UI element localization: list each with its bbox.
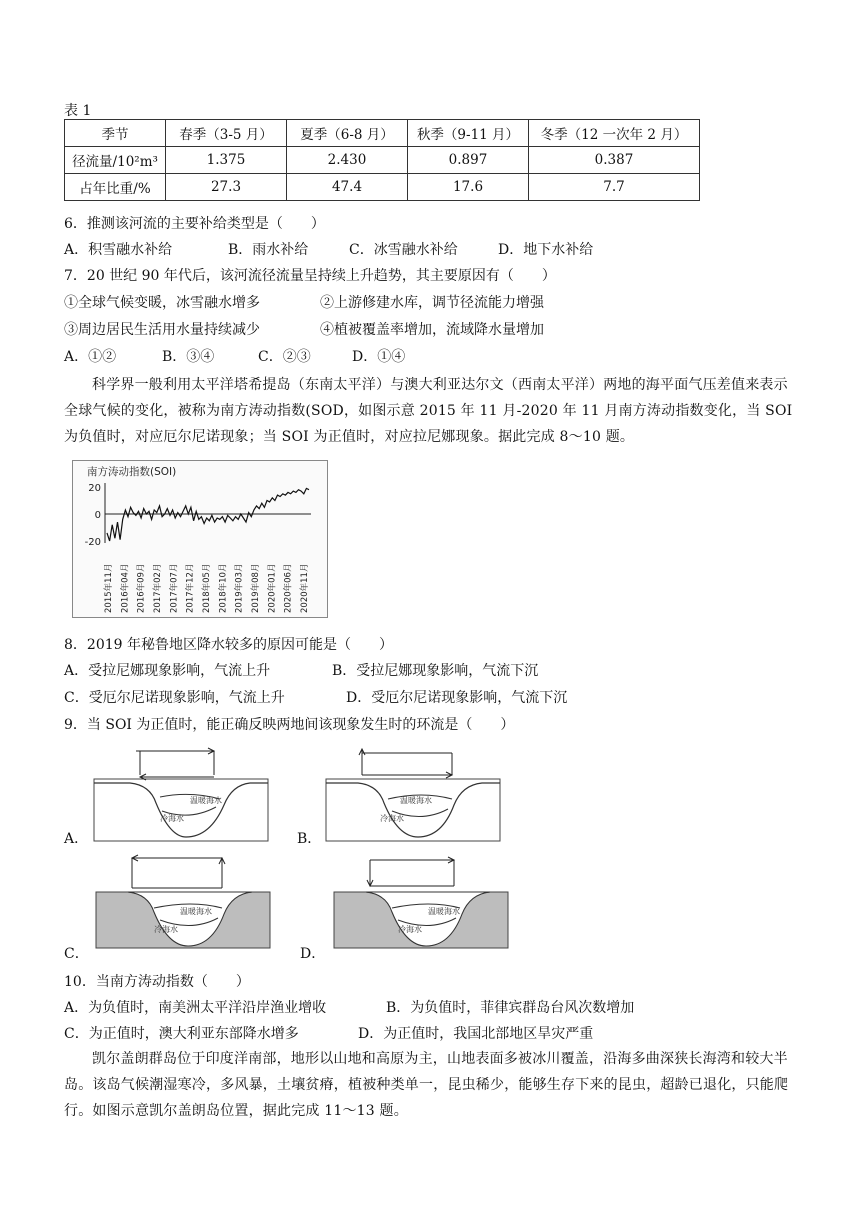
q8-option-b[interactable]: B．受拉尼娜现象影响，气流下沉: [332, 663, 539, 679]
table-header-cell: 冬季（12 一次年 2 月）: [529, 120, 700, 147]
table-cell: 27.3: [166, 174, 287, 201]
table-cell: 17.6: [408, 174, 529, 201]
q7-item-1: ①全球气候变暖，冰雪融水增多: [64, 295, 260, 311]
q6-option-b[interactable]: B．雨水补给: [228, 242, 309, 258]
y-tick-label: -20: [84, 537, 101, 548]
q10-option-c[interactable]: C．为正值时，澳大利亚东部降水增多: [64, 1026, 299, 1042]
x-tick-label: 2019年08月: [251, 563, 261, 613]
q6-stem: 6．推测该河流的主要补给类型是（ ）: [64, 216, 325, 232]
q6-option-a[interactable]: A．积雪融水补给: [64, 242, 173, 258]
q7-option-c[interactable]: C．②③: [258, 349, 311, 365]
cold-water-label: 冷海水: [380, 814, 404, 823]
table-header-cell: 季节: [65, 120, 166, 147]
y-tick-label: 0: [94, 510, 101, 521]
kerguelen-passage: 凯尔盖朗群岛位于印度洋南部，地形以山地和高原为主，山地表面多被冰川覆盖，沿海多曲深狭长海湾和较大半岛。该岛气候潮湿寒冷，多风暴，土壤贫瘠，植被种类单一，昆虫稀少，能够生存下来的昆虫，超龄已退化，只能爬行。如图示意凯尔盖朗岛位置，据此完成 11～13 题。: [64, 1051, 789, 1119]
x-tick-label: 2017年07月: [169, 563, 180, 613]
q7-stem: 7．20 世纪 90 年代后，该河流径流量呈持续上升趋势，其主要原因有（ ）: [64, 268, 556, 284]
circulation-diagram-d: [330, 852, 512, 952]
x-tick-label: 2017年12月: [185, 563, 196, 613]
table-cell: 占年比重/%: [65, 174, 166, 201]
q7-option-d[interactable]: D．①④: [352, 349, 406, 365]
q7-option-b[interactable]: B．③④: [162, 349, 215, 365]
table-cell: 0.387: [529, 147, 700, 174]
cold-water-label: 冷海水: [160, 814, 184, 823]
q10-stem: 10．当南方涛动指数（ ）: [64, 974, 250, 990]
table-row: [65, 174, 700, 201]
q8-option-c[interactable]: C．受厄尔尼诺现象影响，气流上升: [64, 690, 285, 706]
table-cell: 47.4: [287, 174, 408, 201]
q10-option-b[interactable]: B．为负值时，菲律宾群岛台风次数增加: [386, 1000, 635, 1016]
table-row: [65, 147, 700, 174]
warm-water-label: 温暖海水: [180, 907, 212, 916]
soi-chart: [72, 460, 328, 618]
q9-stem: 9．当 SOI 为正值时，能正确反映两地间该现象发生时的环流是（ ）: [64, 717, 515, 733]
x-tick-label: 2016年04月: [120, 563, 131, 613]
circulation-diagram-a: [90, 745, 272, 845]
q8-stem: 8．2019 年秘鲁地区降水较多的原因可能是（ ）: [64, 637, 393, 653]
q8-option-a[interactable]: A．受拉尼娜现象影响，气流上升: [64, 663, 271, 679]
q7-item-3: ③周边居民生活用水量持续减少: [64, 322, 260, 338]
chart-title: 南方涛动指数(SOI): [87, 466, 177, 478]
x-tick-label: 2020年01月: [267, 563, 278, 613]
soi-passage: 科学界一般利用太平洋塔希提岛（东南太平洋）与澳大利亚达尔文（西南太平洋）两地的海平面气压差值来表示全球气候的变化，被称为南方涛动指数(SOD，如图示意 2015 年 11 月-2020 年 11 月南方涛动指数变化，当 SOI 为负值时，对应厄尔尼诺现象；当 SOI 为正值时，对应拉尼娜现象。据此完成 8～10 题。: [64, 377, 793, 445]
x-tick-label: 2018年05月: [202, 563, 212, 613]
cold-water-label: 冷海水: [398, 925, 422, 934]
table-title: 表 1: [64, 103, 92, 119]
table-cell: 1.375: [166, 147, 287, 174]
x-tick-label: 2016年09月: [136, 563, 147, 613]
soi-chart-svg: [73, 461, 327, 617]
circulation-diagram-b: [322, 745, 504, 845]
table-header-cell: 夏季（6-8 月）: [287, 120, 408, 147]
q6-option-c[interactable]: C．冰雪融水补给: [349, 242, 458, 258]
table-cell: 径流量/10²m³: [65, 147, 166, 174]
q7-item-2: ②上游修建水库，调节径流能力增强: [320, 295, 544, 311]
x-tick-label: 2018年10月: [218, 563, 229, 613]
table-cell: 7.7: [529, 174, 700, 201]
q6-option-d[interactable]: D．地下水补给: [498, 242, 594, 258]
y-tick-label: 20: [88, 483, 101, 494]
x-tick-label: 2017年02月: [153, 563, 163, 613]
q10-option-d[interactable]: D．为正值时，我国北部地区旱灾严重: [358, 1026, 594, 1042]
q7-option-a[interactable]: A．①②: [64, 349, 117, 365]
cold-water-label: 冷海水: [154, 925, 178, 934]
table-cell: 0.897: [408, 147, 529, 174]
q9-option-c[interactable]: C．: [64, 946, 89, 962]
table-header-row: [65, 120, 700, 147]
x-tick-label: 2019年03月: [234, 563, 245, 613]
q8-option-d[interactable]: D．受厄尔尼诺现象影响，气流下沉: [346, 690, 568, 706]
q9-option-d[interactable]: D．: [300, 946, 326, 962]
warm-water-label: 温暖海水: [400, 796, 432, 805]
table-header-cell: 秋季（9-11 月）: [408, 120, 529, 147]
q10-option-a[interactable]: A．为负值时，南美洲太平洋沿岸渔业增收: [64, 1000, 327, 1016]
table-cell: 2.430: [287, 147, 408, 174]
soi-series-line: [107, 488, 309, 541]
runoff-table: [64, 119, 700, 201]
x-tick-label: 2020年11月: [300, 563, 310, 613]
q7-item-4: ④植被覆盖率增加，流域降水量增加: [320, 322, 544, 338]
q9-option-b[interactable]: B．: [297, 831, 322, 847]
warm-water-label: 温暖海水: [190, 796, 222, 805]
circulation-diagram-c: [92, 852, 274, 952]
warm-water-label: 温暖海水: [428, 907, 460, 916]
table-header-cell: 春季（3-5 月）: [166, 120, 287, 147]
x-tick-label: 2020年06月: [283, 563, 294, 613]
x-tick-label: 2015年11月: [104, 563, 114, 613]
q9-option-a[interactable]: A．: [64, 831, 89, 847]
